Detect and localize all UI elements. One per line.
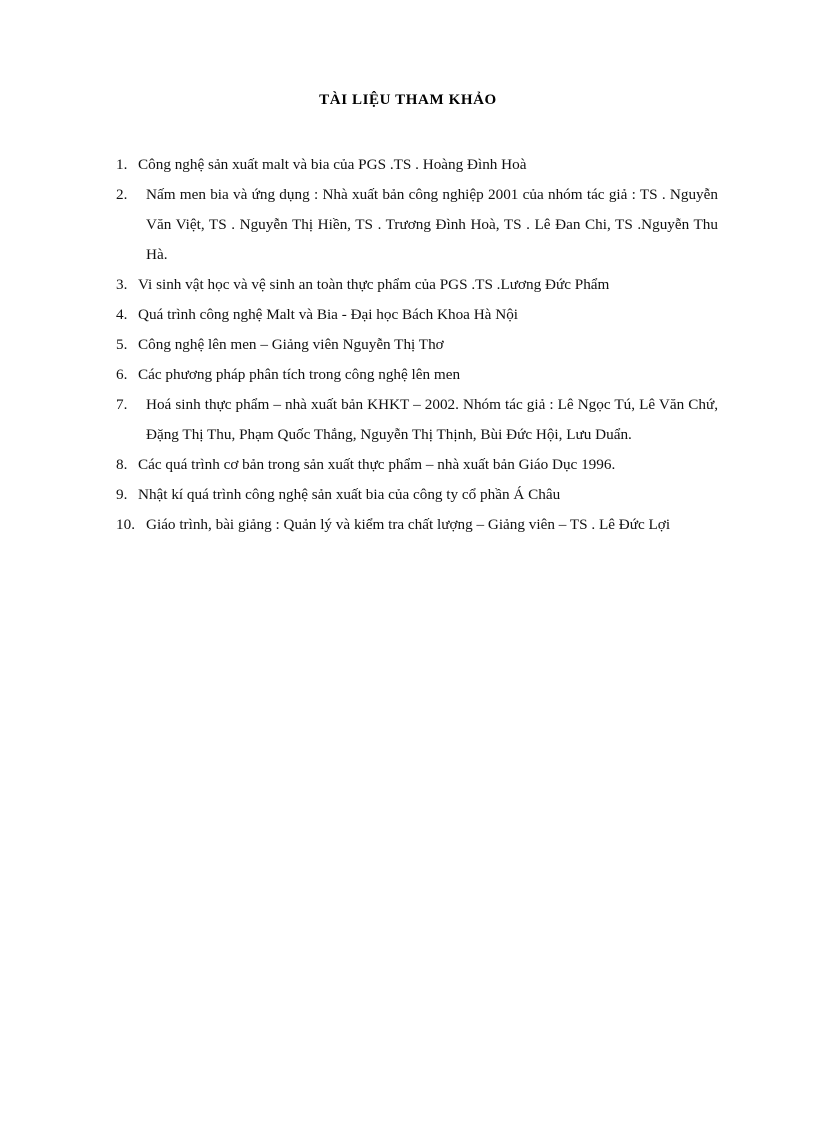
reference-number: 3. — [116, 276, 128, 293]
reference-item — [116, 450, 718, 480]
reference-item — [116, 510, 718, 540]
reference-text: Công nghệ lên men – Giảng viên Nguyễn Thị Thơ — [138, 336, 444, 353]
reference-item — [116, 180, 718, 270]
reference-text: Hoá sinh thực phẩm – nhà xuất bản KHKT – 2002. Nhóm tác giả : Lê Ngọc Tú, Lê Văn Chứ, Đặng Thị Thu, Phạm Quốc Thắng, Nguyễn Thị Thịnh, Bùi Đức Hội, Lưu Duẩn. — [146, 396, 718, 443]
reference-item — [116, 390, 718, 450]
reference-number: 9. — [116, 486, 128, 503]
page-title: TÀI LIỆU THAM KHẢO — [319, 92, 497, 108]
reference-item — [116, 270, 718, 300]
reference-text: Các quá trình cơ bản trong sản xuất thực phẩm – nhà xuất bản Giáo Dục 1996. — [138, 456, 616, 473]
reference-text: Nấm men bia và ứng dụng : Nhà xuất bản công nghiệp 2001 của nhóm tác giả : TS . Nguyễn Văn Việt, TS . Nguyễn Thị Hiền, TS . Trương Đình Hoà, TS . Lê Đan Chi, TS .Nguyễn Thu Hà. — [146, 186, 718, 263]
reference-list — [116, 150, 718, 540]
reference-text: Giáo trình, bài giảng : Quản lý và kiểm tra chất lượng – Giảng viên – TS . Lê Đức Lợi — [146, 516, 671, 533]
reference-text: Nhật kí quá trình công nghệ sản xuất bia của công ty cổ phần Á Châu — [138, 486, 561, 503]
reference-number: 1. — [116, 156, 128, 173]
reference-number: 5. — [116, 336, 128, 353]
reference-item — [116, 300, 718, 330]
reference-text: Vi sinh vật học và vệ sinh an toàn thực phẩm của PGS .TS .Lương Đức Phẩm — [138, 276, 610, 293]
reference-item — [116, 360, 718, 390]
reference-number: 4. — [116, 306, 128, 323]
reference-number: 10. — [116, 516, 135, 533]
reference-text: Quá trình công nghệ Malt và Bia - Đại học Bách Khoa Hà Nội — [138, 306, 519, 323]
reference-number: 8. — [116, 456, 128, 473]
reference-item — [116, 480, 718, 510]
reference-text: Các phương pháp phân tích trong công nghệ lên men — [138, 366, 461, 383]
reference-text: Công nghệ sản xuất malt và bia của PGS .TS . Hoàng Đình Hoà — [138, 156, 527, 173]
reference-item — [116, 330, 718, 360]
reference-number: 7. — [116, 396, 128, 413]
reference-number: 6. — [116, 366, 128, 383]
reference-number: 2. — [116, 186, 128, 203]
reference-item — [116, 150, 718, 180]
